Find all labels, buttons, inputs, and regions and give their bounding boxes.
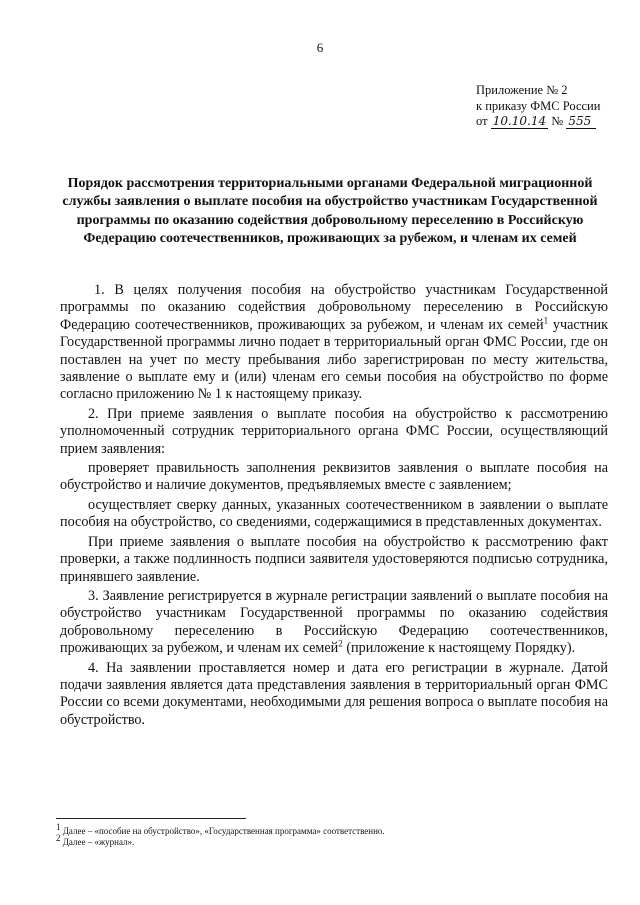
document-body — [60, 282, 608, 729]
appendix-date-line — [476, 114, 600, 130]
date-prefix: от — [476, 114, 488, 128]
appendix-line-2: к приказу ФМС России — [476, 98, 601, 113]
appendix-block — [476, 83, 600, 130]
paragraph-3 — [60, 588, 608, 658]
paragraph-2-item-b: осуществляет сверку данных, указанных соотечественником в заявлении о выплате пособия на обустройство, со сведениями, содержащимися в представленных документах. — [60, 496, 608, 531]
paragraph-3-text-a: 3. Заявление регистрируется в журнале регистрации заявлений о выплате пособия на обустройство участникам Государственной программы по оказанию содействия добровольному переселению в Российскую Федерацию соотечественников, проживающих за рубежом, и членам их семей — [60, 587, 608, 657]
paragraph-2-note: При приеме заявления о выплате пособия на обустройство к рассмотрению факт проверки, а также подлинность подписи заявителя удостоверяются подписью сотрудника, принявшего заявление. — [60, 533, 608, 585]
footnote-2-text: Далее – «журнал». — [62, 837, 135, 847]
footnotes — [56, 822, 616, 848]
appendix-line-1: Приложение № 2 — [476, 83, 568, 97]
paragraph-1 — [60, 282, 608, 404]
footnote-2 — [56, 833, 616, 848]
number-prefix: № — [551, 114, 564, 128]
paragraph-4: 4. На заявлении проставляется номер и дата его регистрации в журнале. Датой подачи заявления является дата представления заявления в территориальный орган ФМС России со всеми документами, необходимыми для решения вопроса о выплате пособия на обустройство. — [60, 659, 608, 728]
footnote-divider — [56, 818, 246, 819]
footnote-2-mark: 2 — [56, 833, 61, 843]
handwritten-number: 555 — [566, 115, 596, 129]
footnote-1 — [56, 822, 616, 837]
document-title: Порядок рассмотрения территориальными органами Федеральной миграционной службы заявления о выплате пособия на обустройство участникам Государственной программы по оказанию содействия добровольному переселению в Российскую Федерацию соотечественников, проживающих за рубежом, и членам их семей — [62, 176, 598, 247]
paragraph-2: 2. При приеме заявления о выплате пособия на обустройство к рассмотрению уполномоченный сотрудник территориального органа ФМС России, осуществляющий прием заявления: — [60, 405, 608, 457]
footnote-1-mark: 1 — [56, 822, 61, 832]
paragraph-1-text-a: 1. В целях получения пособия на обустройство участникам Государственной программы по оказанию содействия добровольному переселению в Российскую Федерацию соотечественников, проживающих за рубежом, и членам их семей — [60, 282, 608, 333]
footnote-1-text: Далее – «пособие на обустройство», «Государственная программа» соответственно. — [62, 826, 385, 836]
page-number: 6 — [316, 40, 324, 55]
handwritten-date: 10.10.14 — [492, 114, 547, 128]
paragraph-3-text-b: (приложение к настоящему Порядку). — [342, 640, 576, 657]
footnote-ref-2: 2 — [338, 638, 343, 649]
footnote-ref-1: 1 — [543, 315, 549, 326]
paragraph-1-text-b: участник Государственной программы лично подает в территориальный орган ФМС России, где он поставлен на учет по месту пребывания либо зарегистрирован по месту жительства, заявление о выплате ему и (или) членам его семьи пособия на обустройство по форме согласно приложению № 1 к настоящему приказу. — [60, 316, 608, 403]
paragraph-2-item-a: проверяет правильность заполнения реквизитов заявления о выплате пособия на обустройство и наличие документов, предъявляемых вместе с заявлением; — [60, 460, 608, 494]
